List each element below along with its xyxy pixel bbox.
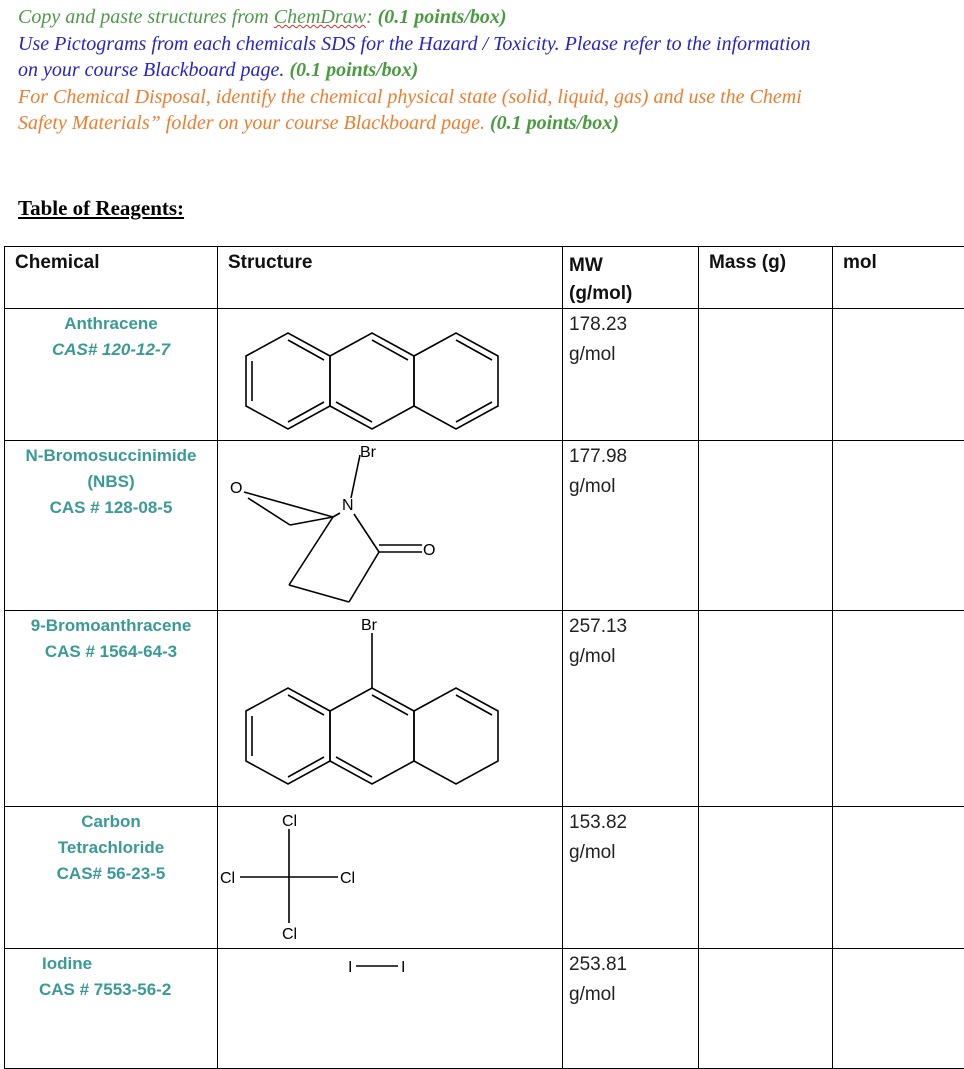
mw-unit: g/mol xyxy=(569,642,698,672)
table-row xyxy=(5,949,964,1069)
mw-cell xyxy=(563,807,699,949)
header-mass: Mass (g) xyxy=(699,247,833,309)
structure-cell xyxy=(218,949,563,1069)
bromine-label: Br xyxy=(360,444,377,461)
chemical-cell xyxy=(5,441,218,611)
mol-cell[interactable] xyxy=(833,949,964,1069)
chemical-name: N-Bromosuccinimide xyxy=(5,443,217,469)
iodine-structure xyxy=(218,949,563,1009)
instructions xyxy=(18,4,964,137)
cas-number: CAS # 7553-56-2 xyxy=(39,977,217,1003)
mass-cell[interactable] xyxy=(699,807,833,949)
carbon-tetrachloride-structure xyxy=(218,807,563,947)
table-row xyxy=(5,441,964,611)
instruction-text: Safety Materials” folder on your course Blackboard page. xyxy=(18,112,490,134)
chlorine-label: Cl xyxy=(340,870,355,887)
table-row xyxy=(5,309,964,441)
cas-number: CAS# 56-23-5 xyxy=(5,861,217,887)
iodine-label: I xyxy=(401,959,405,976)
instruction-line-1 xyxy=(18,4,964,31)
instruction-colon: : xyxy=(366,6,378,28)
chlorine-label: Cl xyxy=(282,926,297,943)
mol-cell[interactable] xyxy=(833,441,964,611)
mol-cell[interactable] xyxy=(833,611,964,807)
points-label: (0.1 points/box) xyxy=(490,112,619,134)
mw-cell xyxy=(563,949,699,1069)
header-mw-label: MW xyxy=(569,252,698,280)
cas-number: CAS # 128-08-5 xyxy=(5,495,217,521)
nbs-structure xyxy=(218,441,563,609)
structure-cell xyxy=(218,807,563,949)
header-chemical: Chemical xyxy=(5,247,218,309)
nitrogen-label: N xyxy=(342,497,354,514)
cas-number: CAS# 120-12-7 xyxy=(5,337,217,363)
mw-cell xyxy=(563,309,699,441)
anthracene-structure xyxy=(218,309,563,439)
mw-unit: g/mol xyxy=(569,838,698,868)
structure-cell xyxy=(218,441,563,611)
mol-cell[interactable] xyxy=(833,309,964,441)
section-title: Table of Reagents: xyxy=(18,196,184,221)
chemical-name: Carbon xyxy=(5,809,217,835)
instruction-line-2: Use Pictograms from each chemicals SDS for the Hazard / Toxicity. Please refer to the information xyxy=(18,31,964,58)
mw-cell xyxy=(563,441,699,611)
instruction-line-5 xyxy=(18,110,964,137)
mw-value: 153.82 xyxy=(569,808,698,838)
mw-value: 177.98 xyxy=(569,442,698,472)
instruction-text: on your course Blackboard page. xyxy=(18,59,289,81)
oxygen-label: O xyxy=(230,480,242,497)
chemical-cell xyxy=(5,949,218,1069)
structure-cell xyxy=(218,611,563,807)
chlorine-label: Cl xyxy=(220,870,235,887)
mass-cell[interactable] xyxy=(699,949,833,1069)
table-row xyxy=(5,807,964,949)
instruction-text: Copy and paste structures from xyxy=(18,6,274,28)
table-header-row xyxy=(5,247,964,309)
chemical-cell xyxy=(5,807,218,949)
points-label: (0.1 points/box) xyxy=(378,6,507,28)
chlorine-label: Cl xyxy=(282,813,297,830)
instruction-line-3 xyxy=(18,57,964,84)
chemdraw-link-text: ChemDraw xyxy=(274,6,366,28)
table-row xyxy=(5,611,964,807)
bromoanthracene-structure xyxy=(218,611,563,805)
mass-cell[interactable] xyxy=(699,309,833,441)
mw-value: 253.81 xyxy=(569,950,698,980)
instruction-line-4: For Chemical Disposal, identify the chemical physical state (solid, liquid, gas) and use the Chemi xyxy=(18,84,964,111)
bromine-label: Br xyxy=(361,617,378,634)
header-structure: Structure xyxy=(218,247,563,309)
cas-number: CAS # 1564-64-3 xyxy=(5,639,217,665)
mw-cell xyxy=(563,611,699,807)
mw-unit: g/mol xyxy=(569,340,698,370)
header-mol: mol xyxy=(833,247,964,309)
mw-value: 257.13 xyxy=(569,612,698,642)
mol-cell[interactable] xyxy=(833,807,964,949)
structure-cell xyxy=(218,309,563,441)
points-label: (0.1 points/box) xyxy=(289,59,418,81)
oxygen-label: O xyxy=(423,542,435,559)
chemical-name-2: Tetrachloride xyxy=(5,835,217,861)
chemical-name: Anthracene xyxy=(5,311,217,337)
iodine-label: I xyxy=(348,959,352,976)
mw-value: 178.23 xyxy=(569,310,698,340)
mw-unit: g/mol xyxy=(569,472,698,502)
chemical-name-2: (NBS) xyxy=(5,469,217,495)
mass-cell[interactable] xyxy=(699,611,833,807)
chemical-cell xyxy=(5,611,218,807)
chemical-name: 9-Bromoanthracene xyxy=(5,613,217,639)
chemical-name: Iodine xyxy=(39,951,217,977)
reagents-table xyxy=(4,246,964,1069)
header-mw-unit: (g/mol) xyxy=(569,280,698,308)
mass-cell[interactable] xyxy=(699,441,833,611)
header-mw xyxy=(563,247,699,309)
chemical-cell xyxy=(5,309,218,441)
mw-unit: g/mol xyxy=(569,980,698,1010)
